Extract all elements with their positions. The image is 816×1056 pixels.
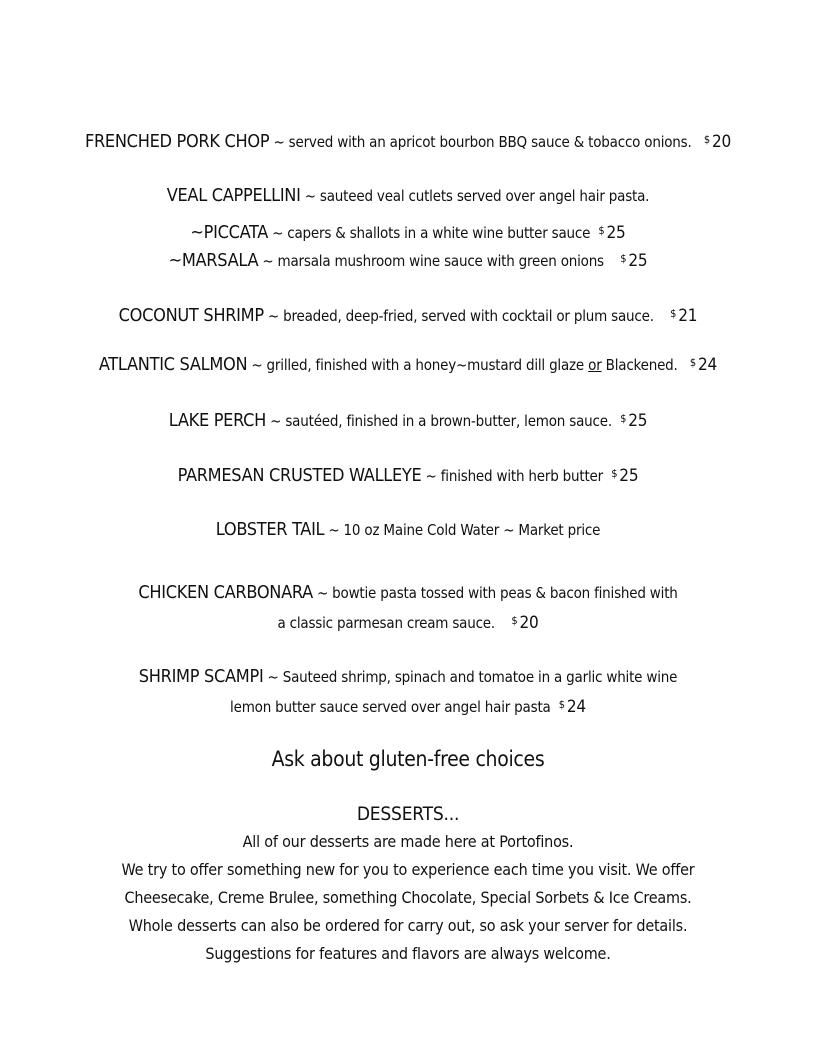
menu-item-shrimp-scampi-line2	[0, 695, 816, 717]
item-description: ~ sautéed, finished in a brown-butter, lemon sauce.	[270, 412, 612, 430]
item-name: SHRIMP SCAMPI	[138, 666, 264, 687]
item-price: 25	[606, 223, 626, 243]
menu-subitem-piccata	[0, 221, 816, 243]
price-symbol: $	[558, 698, 565, 711]
item-price: 20	[519, 613, 539, 633]
item-description-continued: lemon butter sauce served over angel hair pasta	[230, 698, 551, 716]
price-symbol: $	[511, 614, 518, 627]
menu-item-lake-perch	[0, 409, 816, 431]
subitem-name: ~PICCATA	[190, 222, 268, 243]
subitem-name: ~MARSALA	[168, 250, 259, 271]
menu-item-chicken-carbonara-line2	[0, 611, 816, 633]
item-name: PARMESAN CRUSTED WALLEYE	[177, 465, 422, 486]
item-description: ~ served with an apricot bourbon BBQ sauce & tobacco onions.	[273, 133, 692, 151]
price-symbol: $	[670, 307, 677, 320]
price-symbol: $	[620, 252, 627, 265]
desserts-line: Suggestions for features and flavors are always welcome.	[205, 944, 611, 963]
desserts-line: Cheesecake, Creme Brulee, something Chocolate, Special Sorbets & Ice Creams.	[124, 888, 692, 907]
desserts-line: All of our desserts are made here at Portofinos.	[242, 832, 574, 851]
item-name: COCONUT SHRIMP	[118, 305, 264, 326]
desserts-heading: DESSERTS...	[356, 803, 460, 825]
menu-item-atlantic-salmon	[0, 353, 816, 375]
subitem-description: ~ marsala mushroom wine sauce with green onions	[262, 252, 604, 270]
subitem-description: ~ capers & shallots in a white wine butter sauce	[272, 224, 591, 242]
menu-item-shrimp-scampi	[0, 667, 816, 687]
item-name: CHICKEN CARBONARA	[138, 582, 313, 603]
item-description: ~ bowtie pasta tossed with peas & bacon finished with	[316, 584, 678, 602]
item-description: ~ sauteed veal cutlets served over angel hair pasta.	[304, 187, 650, 205]
item-description-continued: a classic parmesan cream sauce.	[277, 614, 495, 632]
desserts-line: We try to offer something new for you to experience each time you visit. We offer	[121, 860, 695, 879]
item-description: ~ grilled, finished with a honey~mustard dill glaze	[251, 356, 585, 374]
menu-item-walleye	[0, 464, 816, 486]
item-name: LOBSTER TAIL	[215, 519, 325, 540]
item-description: ~ breaded, deep-fried, served with cocktail or plum sauce.	[267, 307, 654, 325]
menu-subitem-marsala	[0, 249, 816, 271]
desserts-line: Whole desserts can also be ordered for carry out, so ask your server for details.	[128, 916, 688, 935]
menu-item-pork-chop	[0, 130, 816, 152]
item-description: ~ Sauteed shrimp, spinach and tomatoe in a garlic white wine	[267, 668, 678, 686]
item-description-or: or	[588, 356, 602, 374]
item-price: 25	[619, 466, 639, 486]
item-price: 25	[628, 411, 648, 431]
price-symbol: $	[611, 467, 618, 480]
item-description: ~ 10 oz Maine Cold Water ~ Market price	[328, 521, 601, 539]
item-price: 24	[698, 355, 718, 375]
menu-item-coconut-shrimp	[0, 304, 816, 326]
menu-item-chicken-carbonara	[0, 583, 816, 603]
menu-item-lobster-tail	[0, 520, 816, 540]
item-price: 24	[566, 697, 586, 717]
item-price: 20	[711, 132, 732, 152]
item-name: LAKE PERCH	[168, 410, 267, 431]
price-symbol: $	[598, 224, 605, 237]
menu-item-veal-cappellini	[0, 186, 816, 206]
item-price: 25	[628, 251, 648, 271]
item-name: ATLANTIC SALMON	[98, 354, 248, 375]
price-symbol: $	[620, 412, 627, 425]
item-price: 21	[678, 306, 698, 326]
price-symbol: $	[703, 133, 710, 146]
item-description-blackened: Blackened.	[605, 356, 678, 374]
gluten-free-note: Ask about gluten-free choices	[271, 747, 545, 771]
item-description: ~ finished with herb butter	[425, 467, 604, 485]
price-symbol: $	[689, 356, 697, 369]
item-name: VEAL CAPPELLINI	[166, 185, 301, 206]
item-name: FRENCHED PORK CHOP	[84, 131, 270, 152]
